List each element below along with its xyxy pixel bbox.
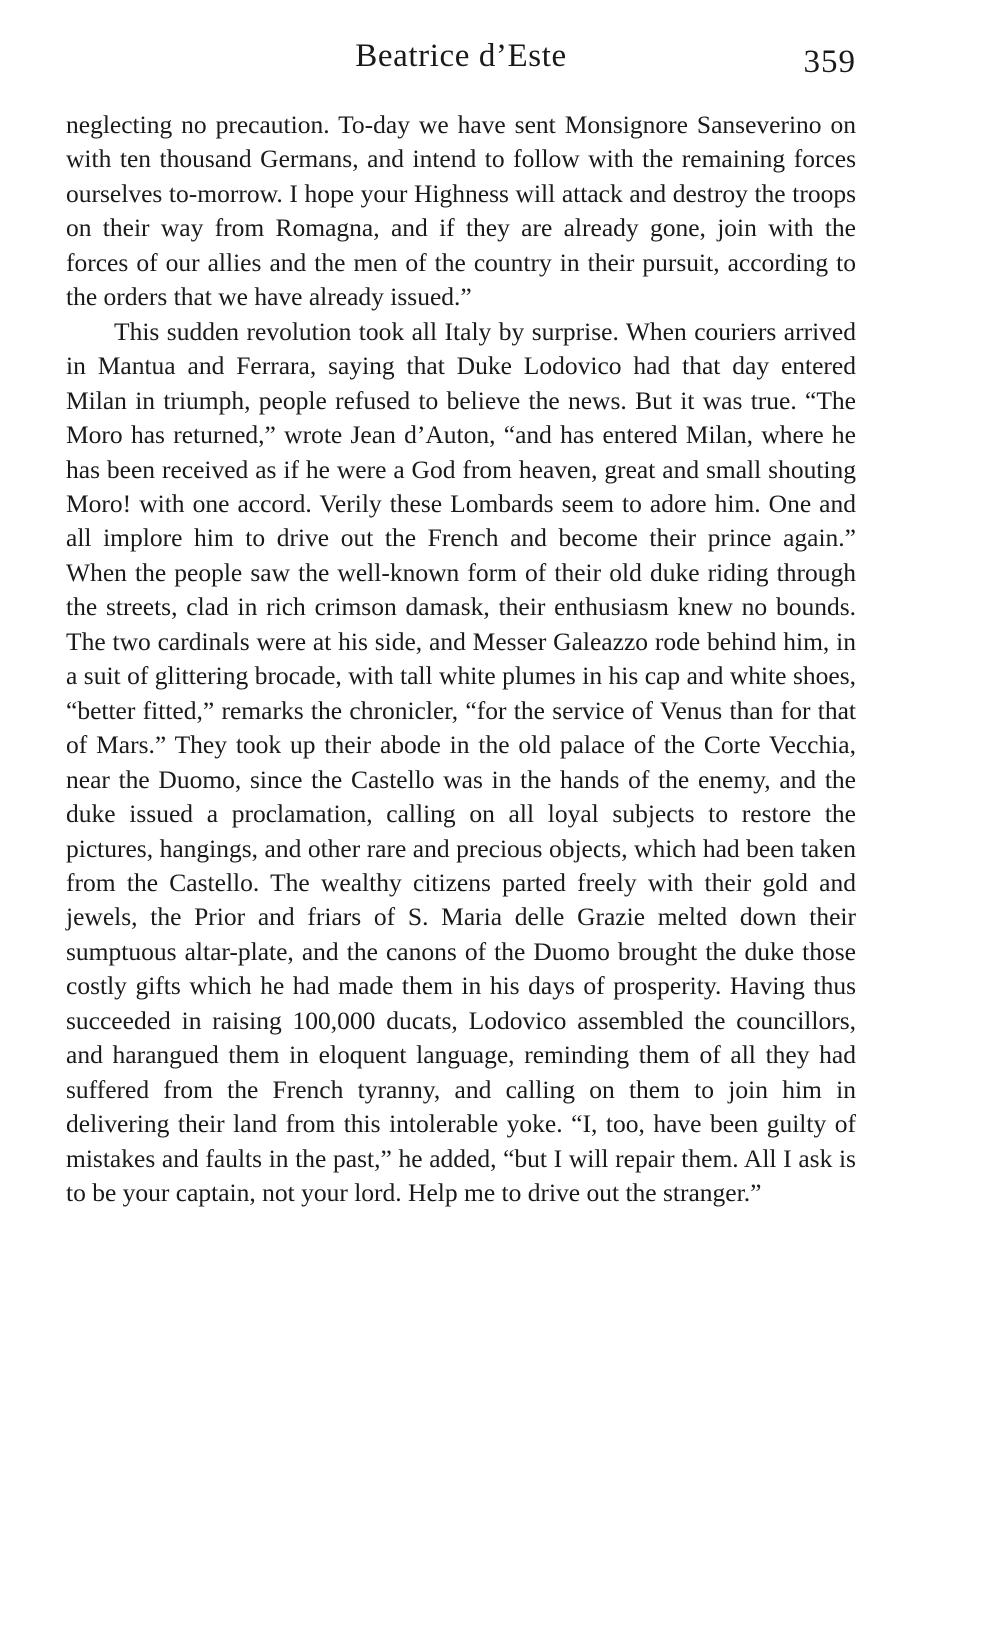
body-text bbox=[66, 108, 856, 1211]
paragraph-continued: neglecting no precaution. To-day we have sent Monsignore Sanseverino on with ten thousand Germans, and intend to follow with the remaining forces ourselves to-morrow. I hope your Highness will attack and destroy the troops on their way from Romagna, and if they are already gone, join with the forces of our allies and the men of the country in their pursuit, according to the orders that we have already issued.” bbox=[66, 110, 856, 312]
running-title: Beatrice d’Este bbox=[355, 38, 567, 74]
paragraph: This sudden revolution took all Italy by surprise. When couriers arrived in Mantua and Ferrara, saying that Duke Lodovico had that day entered Milan in triumph, people refused to believe the news. But it was true. “The Moro has returned,” wrote Jean d’Auton, “and has entered Milan, where he has been received as if he were a God from heaven, great and small shouting Moro! with one accord. Verily these Lombards seem to adore him. One and all implore him to drive out the French and become their prince again.” When the people saw the well-known form of their old duke riding through the streets, clad in rich crimson damask, their enthusiasm knew no bounds. The two cardinals were at his side, and Messer Galeazzo rode behind him, in a suit of glittering brocade, with tall white plumes in his cap and white shoes, “better fitted,” remarks the chronicler, “for the service of Venus than for that of Mars.” They took up their abode in the old palace of the Corte Vecchia, near the Duomo, since the Castello was in the hands of the enemy, and the duke issued a proclamation, calling on all loyal subjects to restore the pictures, hangings, and other rare and precious objects, which had been taken from the Castello. The wealthy citizens parted freely with their gold and jewels, the Prior and friars of S. Maria delle Grazie melted down their sumptuous altar-plate, and the canons of the Duomo brought the duke those costly gifts which he had made them in his days of prosperity. Having thus succeeded in raising 100,000 ducats, Lodovico assembled the councillors, and harangued them in eloquent language, reminding them of all they had suffered from the French tyranny, and calling on them to join him in delivering their land from this intolerable yoke. “I, too, have been guilty of mistakes and faults in the past,” he added, “but I will repair them. All I ask is to be your captain, not your lord. Help me to drive out the stranger.” bbox=[66, 316, 856, 1208]
page-number: 359 bbox=[803, 44, 856, 80]
running-head bbox=[66, 38, 856, 86]
